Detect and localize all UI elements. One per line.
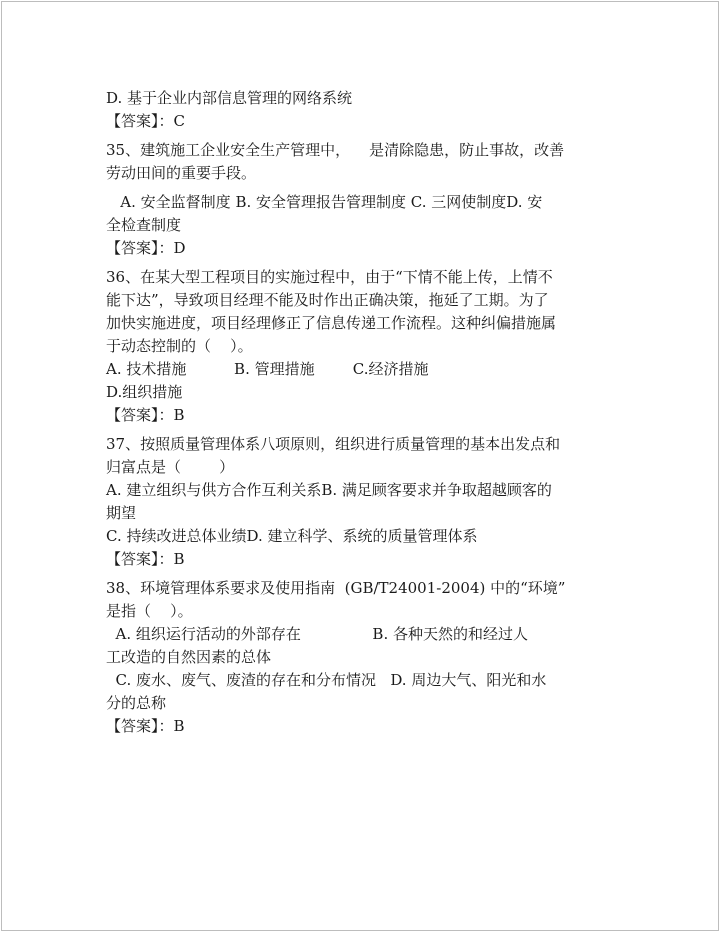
option-line: C. 持续改进总体业绩D. 建立科学、系统的质量管理体系 [106, 527, 478, 545]
option-line: A. 建立组织与供方合作互利关系B. 满足顾客要求并争取超越顾客的 [106, 481, 552, 499]
option-line: 工改造的自然因素的总体 [106, 648, 272, 666]
option-line: 全检查制度 [106, 216, 182, 234]
document-page [1, 1, 719, 931]
option-line: D.组织措施 [106, 383, 183, 401]
option-line: A. 技术措施 B. 管理措施 C.经济措施 [106, 360, 429, 378]
question-line: 能下达”，导致项目经理不能及时作出正确决策，拖延了工期。为了 [106, 291, 549, 309]
option-line: D. 基于企业内部信息管理的网络系统 [106, 89, 353, 107]
answer-line: 【答案】：B [106, 406, 185, 424]
question-line: 是指（ ）。 [106, 602, 193, 620]
question-line: 加快实施进度，项目经理修正了信息传递工作流程。这种纠偏措施属 [106, 314, 557, 332]
question-line: 35、建筑施工企业安全生产管理中， 是清除隐患，防止事故，改善 [106, 141, 565, 159]
option-line: 期望 [106, 504, 137, 522]
question-line: 37、按照质量管理体系八项原则，组织进行质量管理的基本出发点和 [106, 435, 561, 453]
question-line: 归富点是（ ） [106, 458, 235, 476]
option-line: A. 组织运行活动的外部存在 B. 各种天然的和经过人 [106, 625, 528, 643]
question-line: 劳动田间的重要手段。 [106, 164, 257, 182]
answer-line: 【答案】：B [106, 717, 185, 735]
answer-line: 【答案】：D [106, 239, 186, 257]
question-line: 36、在某大型工程项目的实施过程中，由于“下情不能上传，上情不 [106, 268, 553, 286]
answer-line: 【答案】：C [106, 112, 185, 130]
document-content [106, 87, 626, 738]
option-line: C. 废水、废气、废渣的存在和分布情况 D. 周边大气、阳光和水 [106, 671, 547, 689]
answer-line: 【答案】：B [106, 550, 185, 568]
question-line: 于动态控制的（ ）。 [106, 337, 253, 355]
question-line: 38、环境管理体系要求及使用指南 (GB/T24001-2004) 中的“环境” [106, 579, 566, 597]
option-line: A. 安全监督制度 B. 安全管理报告管理制度 C. 三网使制度D. 安 [106, 193, 543, 211]
option-line: 分的总称 [106, 694, 167, 712]
